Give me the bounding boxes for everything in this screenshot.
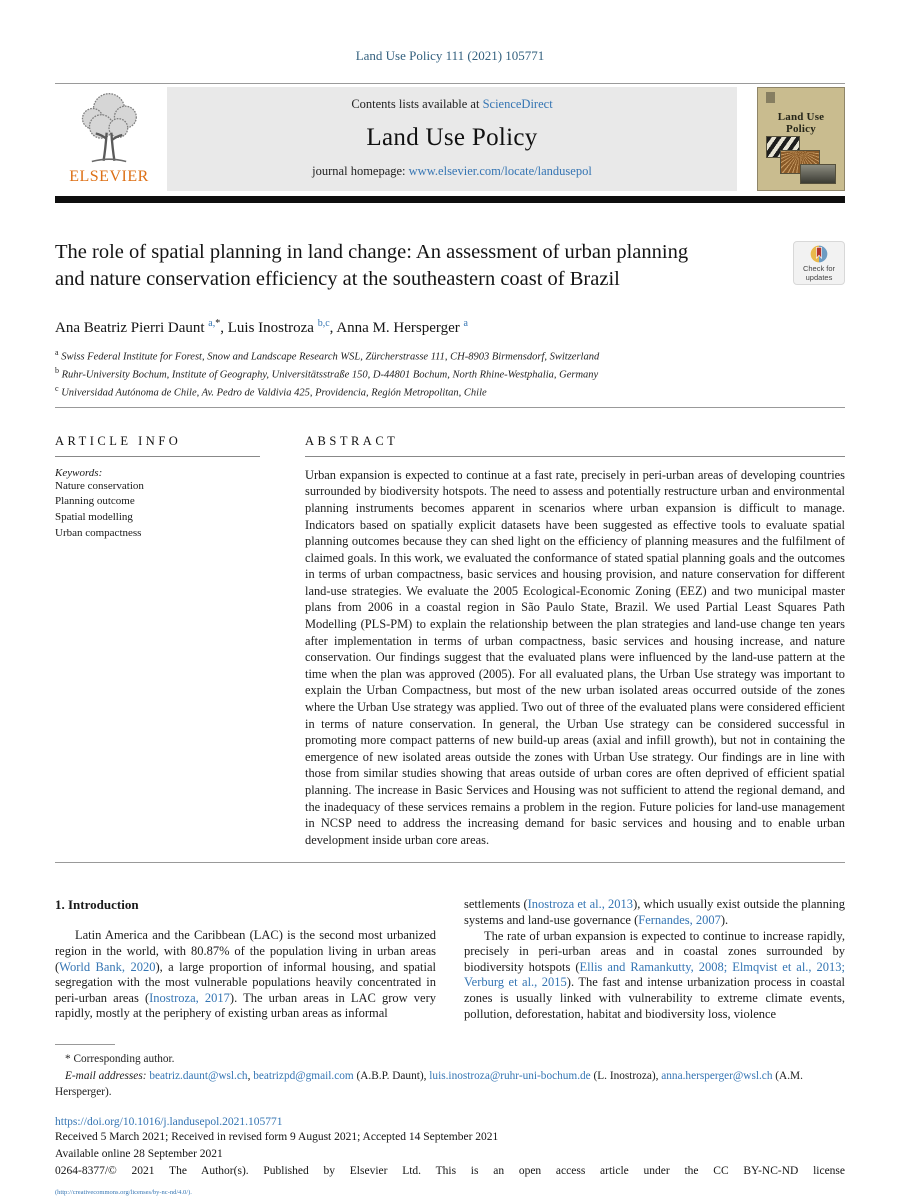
corresponding-author-note: * Corresponding author. bbox=[65, 1053, 175, 1066]
abstract-bottom-rule bbox=[55, 862, 845, 863]
intro-paragraph: Latin America and the Caribbean (LAC) is the second most urbanized region in the world, with 80.87% of the population living in urban areas (World Bank, 2020), a large proportion of informal housing, and spatial segregation with the most vulnerable populations heavily concentrated in peri-urban areas (Inostroza, 2017). The urban areas in LAC grow very rapidly, mostly at the periphery of existing urban areas as informal bbox=[55, 928, 436, 1021]
elsevier-logo[interactable] bbox=[55, 87, 163, 191]
affiliation-b-text: Ruhr-University Bochum, Institute of Geography, Universitätsstraße 150, D-44801 Bochum, North Rhine-Westphalia, Germany bbox=[59, 369, 599, 381]
info-abstract-section bbox=[55, 434, 845, 849]
cover-art-city bbox=[800, 164, 836, 184]
abstract-rule bbox=[305, 456, 845, 457]
affiliation-a-sup: a bbox=[55, 347, 59, 357]
abstract-text: Urban expansion is expected to continue at a fast rate, precisely in peri-urban areas of developing countries surrounded by biodiversity hotspots. The need to assess and potentially restructure urban and environmental planning instruments becomes apparent in scenarios where urban expansion is difficult to manage. Indicators based on spatially explicit datasets have been suggested as effective tools to evaluate spatial planning outcomes because they can shed light on the efficiency of planning measures and the fulfilment of claimed goals. In this work, we evaluated the conformance of stated spatial planning goals and the outcomes in terms of urban compactness, basic services and housing provision, and nature conservation for different land-use strategies. We evaluate the 2005 Ecological-Economic Zoning (EEZ) and two municipal master plans from 2006 in a coastal region in São Paulo State, Brazil. We used Partial Least Squares Path Modelling (PLS-PM) to explain the relationship between the plan strategies and land-use change ten years after implementation in terms of urban compactness, basic services and housing increase, and nature conservation. Our findings suggest that the evaluated plans were influenced by the land-use pattern at the time when the plan was approved (2005). For all evaluated plans, the Urban Use strategy was important to explain the Urban Compactness, but most of the new urban isolated areas occurred outside of the zones where the Urban Use strategy was applied. Two out of three of the evaluated plans were considered efficient in terms of nature conservation. In general, the Urban Use strategy can be considered successful in promoting more compact patterns of new build-up areas (axial and infill growth), but not in containing the emergence of new isolated areas outside the zones with Urban Use strategy. Our findings are in line with those from similar studies showing that areas outside of urban cores are often deprived of efficient spatial planning. The increase in Basic Services and Housing was not sufficient to attend the regional demand, and the inadequacy of these services remains a problem in the region. Future policies for land-use management in NCSP need to address the increasing demand for basic services and housing and to enable urban development inside urban core areas. bbox=[305, 467, 845, 847]
keywords-label: Keywords: bbox=[55, 466, 103, 479]
affiliation-b bbox=[55, 365, 845, 383]
introduction-section bbox=[55, 897, 845, 1022]
elsevier-wordmark: ELSEVIER bbox=[69, 168, 149, 185]
cover-journal-title: Land Use Policy bbox=[777, 111, 825, 135]
top-rule bbox=[55, 83, 845, 84]
article-info-heading: ARTICLE INFO bbox=[55, 433, 182, 448]
keyword-item: Spatial modelling bbox=[55, 510, 133, 523]
check-updates-wrap bbox=[793, 239, 845, 294]
elsevier-tree-icon bbox=[70, 89, 148, 167]
crossmark-icon bbox=[809, 244, 829, 264]
contents-prefix: Contents lists available at bbox=[351, 97, 483, 111]
cover-artwork bbox=[766, 136, 838, 184]
affiliations bbox=[55, 347, 845, 402]
received-line: Received 5 March 2021; Received in revised form 9 August 2021; Accepted 14 September 2021 bbox=[55, 1131, 499, 1144]
footnote-rule bbox=[55, 1044, 115, 1045]
issn-copyright-line: 0264-8377/© 2021 The Author(s). Published by Elsevier Ltd. This is an open access article under the CC BY-NC-ND license bbox=[55, 1165, 845, 1178]
article-info-column bbox=[55, 434, 260, 849]
abstract-heading: ABSTRACT bbox=[305, 433, 399, 448]
email-links[interactable]: beatriz.daunt@wsl.ch, beatrizpd@gmail.com (A.B.P. Daunt), luis.inostroza@ruhr-uni-bochum.de (L. Inostroza), anna.hersperger@wsl.ch (A.M. Hersperger). bbox=[55, 1069, 803, 1098]
masthead-black-bar bbox=[55, 196, 845, 203]
affiliation-c-text: Universidad Autónoma de Chile, Av. Pedro de Valdivia 425, Providencia, Región Metropolitan, Chile bbox=[58, 387, 487, 399]
cc-license-link[interactable]: (http://creativecommons.org/licenses/by-nc-nd/4.0/). bbox=[55, 1189, 192, 1197]
contents-box bbox=[167, 87, 737, 191]
journal-cover-thumbnail[interactable] bbox=[757, 87, 845, 191]
footnote-block bbox=[55, 1051, 845, 1100]
affiliation-c bbox=[55, 383, 845, 401]
sciencedirect-link[interactable]: ScienceDirect bbox=[482, 97, 553, 111]
masthead bbox=[55, 87, 845, 191]
keyword-item: Nature conservation bbox=[55, 479, 144, 492]
keyword-item: Urban compactness bbox=[55, 526, 142, 539]
contents-line bbox=[351, 97, 552, 112]
intro-left-column bbox=[55, 897, 436, 1022]
intro-right-column bbox=[464, 897, 845, 1022]
affiliation-a-text: Swiss Federal Institute for Forest, Snow and Landscape Research WSL, Zürcherstrasse 111, CH-8903 Birmensdorf, Switzerland bbox=[58, 351, 600, 362]
keyword-item: Planning outcome bbox=[55, 495, 135, 508]
affiliation-b-sup: b bbox=[55, 365, 59, 375]
email-addresses-line bbox=[55, 1068, 845, 1101]
intro-paragraph: The rate of urban expansion is expected to continue to increase rapidly, precisely in peri-urban areas and in coastal zones surrounded by biodiversity hotspots (Ellis and Ramankutty, 2008; Elmqvist et al., 2013; Verburg et al., 2015). The fast and intense urbanization process in coastal zones is usually linked with vulnerability to extreme climate events, pollution, deforestation, habitat and biodiversity loss, violence bbox=[464, 928, 845, 1021]
check-updates-label: Check for updates bbox=[802, 263, 836, 282]
affiliations-rule bbox=[55, 407, 845, 408]
paper-title: The role of spatial planning in land change: An assessment of urban planning and nature conservation efficiency at the southeastern coast of Brazil bbox=[55, 241, 689, 291]
journal-title: Land Use Policy bbox=[366, 124, 538, 151]
intro-paragraph: settlements (Inostroza et al., 2013), which usually exist outside the planning systems and land-use governance (Fernandes, 2007). bbox=[464, 897, 845, 927]
homepage-prefix: journal homepage: bbox=[312, 164, 409, 178]
affiliation-a bbox=[55, 347, 845, 365]
affiliation-c-sup: c bbox=[55, 384, 59, 394]
email-label: E-mail addresses: bbox=[65, 1069, 147, 1082]
title-row bbox=[55, 239, 845, 294]
abstract-column bbox=[305, 434, 845, 849]
homepage-line bbox=[312, 164, 592, 179]
doi-link[interactable]: https://doi.org/10.1016/j.landusepol.2021.105771 bbox=[55, 1116, 283, 1129]
journal-citation: Land Use Policy 111 (2021) 105771 bbox=[355, 48, 545, 63]
article-info-rule bbox=[55, 456, 260, 457]
homepage-link[interactable]: www.elsevier.com/locate/landusepol bbox=[408, 164, 592, 178]
cover-emblem-icon bbox=[766, 92, 775, 103]
authors-line: Ana Beatriz Pierri Daunt $^{a,*}$, Luis Inostroza $^{b,c}$, Anna M. Hersperger $^a$ bbox=[55, 317, 468, 336]
check-for-updates-badge[interactable] bbox=[793, 241, 845, 285]
available-line: Available online 28 September 2021 bbox=[55, 1148, 223, 1161]
introduction-heading: 1. Introduction bbox=[55, 897, 139, 913]
